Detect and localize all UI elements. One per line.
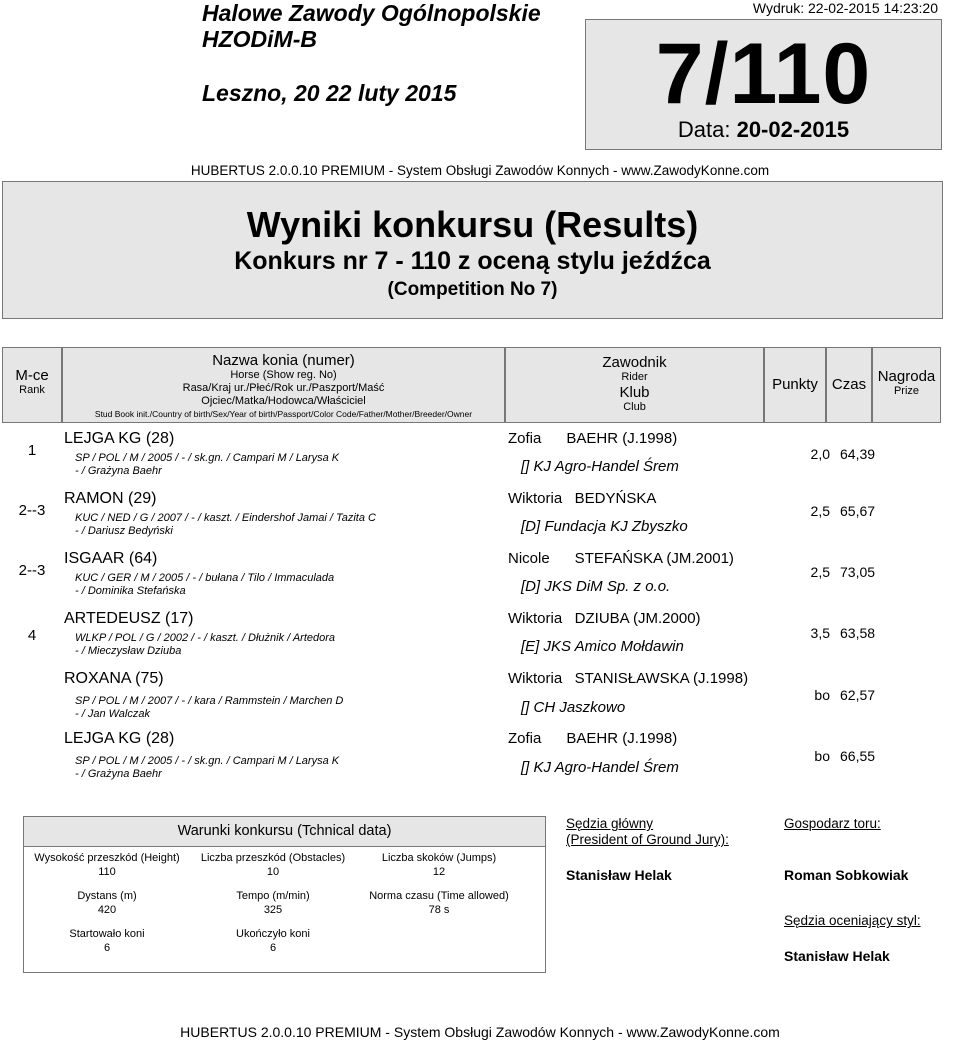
header-rank-pl: M-ce xyxy=(15,367,49,384)
technical-data-title: Warunki konkursu (Tchnical data) xyxy=(177,823,392,839)
cond-distance-label: Dystans (m) xyxy=(77,890,137,902)
style-judge-name: Stanisław Helak xyxy=(784,948,890,964)
row-club: [D] Fundacja KJ Zbyszko xyxy=(521,518,688,535)
row-time: 66,55 xyxy=(840,748,876,764)
cond-height-label: Wysokość przeszkód (Height) xyxy=(34,852,180,864)
header-prize xyxy=(872,347,941,423)
header-rider xyxy=(505,347,764,423)
row-points: 2,5 xyxy=(810,564,830,580)
row-horse-details: SP / POL / M / 2007 / - / kara / Rammstein / Marchen D xyxy=(75,695,344,707)
row-rider: Nicole STEFAŃSKA (JM.2001) xyxy=(508,550,734,567)
results-table-header xyxy=(2,347,941,423)
competition-number: 7/110 xyxy=(655,26,872,122)
course-designer-name: Roman Sobkowiak xyxy=(784,867,909,883)
row-time: 63,58 xyxy=(840,625,876,641)
header-points xyxy=(764,347,826,423)
event-title-2: HZODiM-B xyxy=(202,26,317,52)
row-points: 3,5 xyxy=(810,625,830,641)
course-designer-label: Gospodarz toru: xyxy=(784,816,881,831)
cond-tempo-value: 325 xyxy=(263,904,283,916)
header-horse-en: Horse (Show reg. No) xyxy=(230,369,337,381)
row-time: 65,67 xyxy=(840,503,876,519)
row-horse-details: SP / POL / M / 2005 / - / sk.gn. / Campari M / Larysa K xyxy=(75,755,340,767)
row-horse: LEJGA KG (28) xyxy=(64,730,175,747)
row-owner: - / Dariusz Bedyński xyxy=(75,525,173,537)
results-subtitle-en: (Competition No 7) xyxy=(387,279,558,300)
date-value: 20-02-2015 xyxy=(736,117,850,142)
header-horse-pl: Nazwa konia (numer) xyxy=(212,352,355,369)
chief-judge-label-pl: Sędzia główny xyxy=(566,816,654,831)
cond-height-value: 110 xyxy=(98,866,116,878)
row-owner: - / Grażyna Baehr xyxy=(75,465,162,477)
row-owner: - / Dominika Stefańska xyxy=(75,585,186,597)
header-club-pl: Klub xyxy=(619,384,650,401)
cond-jumps-label: Liczba skoków (Jumps) xyxy=(381,852,497,864)
header-horse-line4: Stud Book init./Country of birth/Sex/Year of birth/Passport/Color Code/Father/Mother/Breeder/Owner xyxy=(94,409,473,419)
header-horse-line3: Ojciec/Matka/Hodowca/Właściciel xyxy=(201,395,366,407)
row-club: [] KJ Agro-Handel Śrem xyxy=(521,458,679,475)
cond-height xyxy=(24,851,190,879)
row-horse: RAMON (29) xyxy=(64,490,157,507)
cond-jumps-value: 12 xyxy=(432,866,446,878)
table-row xyxy=(2,670,941,730)
row-club: [E] JKS Amico Mołdawin xyxy=(521,638,684,655)
row-rider: Zofia BAEHR (J.1998) xyxy=(508,730,678,747)
row-horse: LEJGA KG (28) xyxy=(64,430,175,447)
cond-jumps xyxy=(356,851,522,879)
competition-date xyxy=(586,117,941,143)
row-rider: Wiktoria DZIUBA (JM.2000) xyxy=(508,610,701,627)
header-club-en: Club xyxy=(623,401,646,413)
row-club: [] KJ Agro-Handel Śrem xyxy=(521,759,679,776)
header-time-label: Czas xyxy=(831,376,867,393)
cond-finished-label: Ukończyło koni xyxy=(236,928,310,940)
cond-tempo xyxy=(190,889,356,917)
cond-started-value: 6 xyxy=(103,942,111,954)
cond-tempo-label: Tempo (m/min) xyxy=(236,890,310,902)
cond-finished xyxy=(190,927,356,955)
print-timestamp: Wydruk: 22-02-2015 14:23:20 xyxy=(752,0,938,16)
row-points: bo xyxy=(814,748,830,764)
technical-data-box xyxy=(23,816,546,973)
row-horse-details: WLKP / POL / G / 2002 / - / kaszt. / Dłużnik / Artedora xyxy=(75,632,336,644)
cond-distance-value: 420 xyxy=(97,904,117,916)
header-horse-line2: Rasa/Kraj ur./Płeć/Rok ur./Paszport/Maść xyxy=(182,382,385,394)
row-time: 73,05 xyxy=(840,564,876,580)
table-row xyxy=(2,610,941,670)
style-judge-label: Sędzia oceniający styl: xyxy=(784,913,921,928)
row-rider: Zofia BAEHR (J.1998) xyxy=(508,430,678,447)
row-horse-details: SP / POL / M / 2005 / - / sk.gn. / Campari M / Larysa K xyxy=(75,452,340,464)
event-place: Leszno, 20 22 luty 2015 xyxy=(202,80,457,106)
cond-distance xyxy=(24,889,190,917)
row-horse: ARTEDEUSZ (17) xyxy=(64,610,194,627)
cond-obstacles-label: Liczba przeszkód (Obstacles) xyxy=(200,852,346,864)
event-title-1: Halowe Zawody Ogólnopolskie xyxy=(202,0,541,26)
row-horse-details: KUC / NED / G / 2007 / - / kaszt. / Eindershof Jamai / Tazita C xyxy=(75,512,376,524)
row-horse-details: KUC / GER / M / 2005 / - / bułana / Tilo / Immaculada xyxy=(75,572,335,584)
row-rider: Wiktoria STANISŁAWSKA (J.1998) xyxy=(508,670,749,687)
table-row xyxy=(2,550,941,610)
row-rank: 4 xyxy=(27,627,37,644)
header-time xyxy=(826,347,872,423)
table-row xyxy=(2,730,941,790)
cond-time-allowed xyxy=(356,889,522,917)
header-prize-pl: Nagroda xyxy=(877,368,936,385)
row-points: bo xyxy=(814,687,830,703)
table-row xyxy=(2,490,941,550)
results-title: Wyniki konkursu (Results) xyxy=(246,204,699,245)
system-line-bottom: HUBERTUS 2.0.0.10 PREMIUM - System Obsługi Zawodów Konnych - www.ZawodyKonne.com xyxy=(180,1024,780,1040)
competition-number-box xyxy=(585,19,942,150)
date-label: Data: xyxy=(677,117,731,142)
row-time: 64,39 xyxy=(840,446,876,462)
results-subtitle: Konkurs nr 7 - 110 z oceną stylu jeźdźca xyxy=(234,247,711,275)
row-club: [D] JKS DiM Sp. z o.o. xyxy=(521,578,671,595)
cond-time-allowed-value: 78 s xyxy=(428,904,450,916)
row-rider: Wiktoria BEDYŃSKA xyxy=(508,490,657,507)
row-rank: 2--3 xyxy=(18,562,46,579)
row-points: 2,5 xyxy=(810,503,830,519)
header-prize-en: Prize xyxy=(893,385,920,397)
table-row xyxy=(2,430,941,490)
cond-started-label: Startowało koni xyxy=(69,928,145,940)
chief-judge-name: Stanisław Helak xyxy=(566,867,672,883)
row-club: [] CH Jaszkowo xyxy=(521,699,626,716)
chief-judge-label-en: (President of Ground Jury): xyxy=(566,832,729,847)
row-owner: - / Mieczysław Dziuba xyxy=(75,645,182,657)
cond-obstacles xyxy=(190,851,356,879)
header-rider-pl: Zawodnik xyxy=(602,354,667,371)
row-time: 62,57 xyxy=(840,687,876,703)
header-rider-en: Rider xyxy=(621,371,648,383)
cond-started xyxy=(24,927,190,955)
header-horse xyxy=(62,347,505,423)
header-points-label: Punkty xyxy=(772,376,818,393)
system-line-top: HUBERTUS 2.0.0.10 PREMIUM - System Obsługi Zawodów Konnych - www.ZawodyKonne.com xyxy=(190,163,770,178)
row-rank: 2--3 xyxy=(18,502,46,519)
chief-judge-label xyxy=(566,816,729,848)
cond-finished-value: 6 xyxy=(269,942,277,954)
row-horse: ISGAAR (64) xyxy=(64,550,158,567)
header-rank-en: Rank xyxy=(19,384,45,396)
row-rank: 1 xyxy=(27,442,37,459)
row-horse: ROXANA (75) xyxy=(64,670,164,687)
cond-obstacles-value: 10 xyxy=(266,866,280,878)
row-owner: - / Grażyna Baehr xyxy=(75,768,162,780)
row-points: 2,0 xyxy=(810,446,830,462)
header-rank xyxy=(2,347,62,423)
results-title-box xyxy=(2,181,943,319)
cond-time-allowed-label: Norma czasu (Time allowed) xyxy=(369,890,509,902)
row-owner: - / Jan Walczak xyxy=(75,708,150,720)
